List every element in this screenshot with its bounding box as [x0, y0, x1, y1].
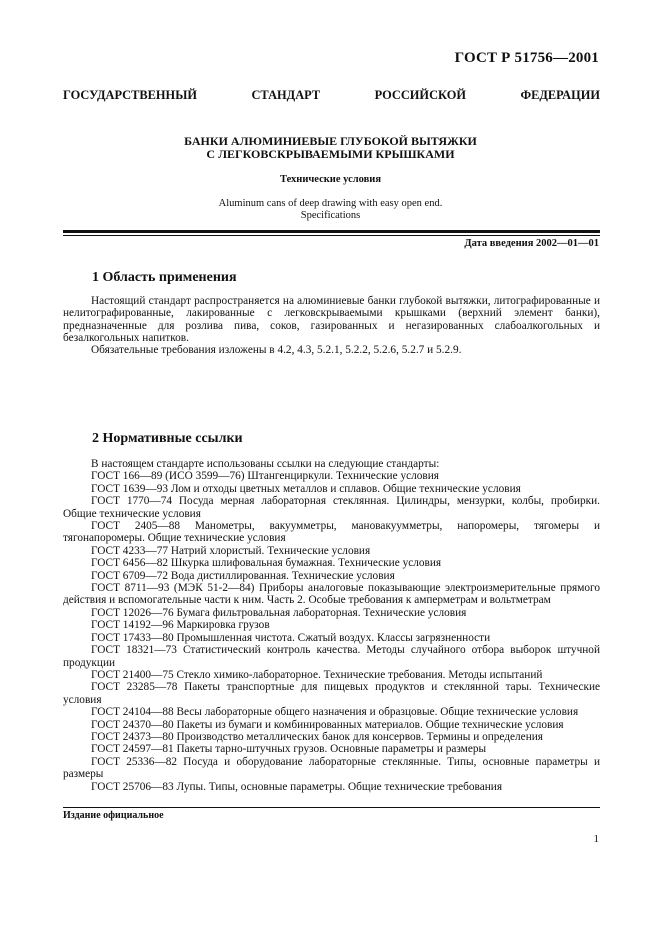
normative-references-list [63, 458, 600, 793]
page-number: 1 [593, 833, 599, 845]
scope-paragraph: Настоящий стандарт распространяется на алюминиевые банки глубокой вытяжки, литографированные и нелитографированные, лакированные с легковскрываемыми крышками (верхний элемент банки), предназначенные для розлива пива, соков, газированных и негазированных слабоалкогольных и безалкогольных напитков. [63, 295, 600, 344]
english-title-line-1: Aluminum cans of deep drawing with easy open end. [218, 198, 443, 209]
title-line-2: С ЛЕГКОВСКРЫВАЕМЫМИ КРЫШКАМИ [206, 147, 455, 161]
state-standard-title: ГОСУДАРСТВЕННЫЙ СТАНДАРТ РОССИЙСКОЙ ФЕДЕРАЦИИ [63, 88, 600, 102]
reference-item: ГОСТ 23285—78 Пакеты транспортные для пищевых продуктов и стеклянной тары. Технические условия [63, 681, 600, 706]
reference-item: ГОСТ 4233—77 Натрий хлористый. Технические условия [91, 544, 371, 557]
reference-item: ГОСТ 21400—75 Стекло химико-лабораторное. Технические требования. Методы испытаний [91, 668, 543, 681]
reference-item: ГОСТ 14192—96 Маркировка грузов [91, 619, 270, 632]
reference-item: ГОСТ 24370—80 Пакеты из бумаги и комбинированных материалов. Общие технические условия [91, 718, 564, 731]
section-2-heading: 2 Нормативные ссылки [92, 431, 243, 446]
official-edition-label: Издание официальное [63, 810, 164, 821]
section-1-heading: 1 Область применения [92, 270, 237, 285]
references-lead: В настоящем стандарте использованы ссылки на следующие стандарты: [91, 458, 440, 470]
document-code: ГОСТ Р 51756—2001 [454, 50, 599, 66]
reference-item: ГОСТ 6709—72 Вода дистиллированная. Технические условия [91, 569, 395, 582]
reference-item: ГОСТ 1770—74 Посуда мерная лабораторная стеклянная. Цилиндры, мензурки, колбы, пробирки. Общие технические условия [63, 495, 600, 520]
header-rule-thick [63, 230, 600, 233]
english-title [0, 198, 661, 222]
section-1-body [63, 295, 600, 356]
reference-item: ГОСТ 24373—80 Производство металлических банок для консервов. Термины и определения [91, 730, 543, 743]
reference-item: ГОСТ 12026—76 Бумага фильтровальная лабораторная. Технические условия [91, 606, 467, 619]
footer-rule [63, 807, 600, 808]
introduction-date: Дата введения 2002—01—01 [464, 238, 599, 249]
reference-item: ГОСТ 1639—93 Лом и отходы цветных металлов и сплавов. Общие технические условия [91, 482, 521, 495]
reference-item: ГОСТ 2405—88 Манометры, вакуумметры, мановакуумметры, напоромеры, тягомеры и тягонапоромеры. Общие технические условия [63, 520, 600, 545]
reference-item: ГОСТ 18321—73 Статистический контроль качества. Методы случайного отбора выборок штучной продукции [63, 644, 600, 669]
header-rule-thin [63, 235, 600, 236]
reference-item: ГОСТ 24597—81 Пакеты тарно-штучных грузов. Основные параметры и размеры [91, 743, 487, 756]
reference-item: ГОСТ 17433—80 Промышленная чистота. Сжатый воздух. Классы загрязненности [91, 631, 491, 644]
reference-item: ГОСТ 25336—82 Посуда и оборудование лабораторные стеклянные. Типы, основные параметры и размеры [63, 755, 600, 781]
reference-item: ГОСТ 8711—93 (МЭК 51-2—84) Приборы аналоговые показывающие электроизмерительные прямого действия и вспомогательные части к ним. Часть 2. Особые требования к амперметрам и вольтметрам [63, 582, 600, 607]
reference-item: ГОСТ 166—89 (ИСО 3599—76) Штангенциркули. Технические условия [91, 470, 439, 483]
reference-item: ГОСТ 24104—88 Весы лабораторные общего назначения и образцовые. Общие технические условия [91, 706, 579, 719]
document-title [0, 135, 661, 161]
english-title-line-2: Specifications [300, 210, 361, 221]
reference-item: ГОСТ 6456—82 Шкурка шлифовальная бумажная. Технические условия [91, 557, 442, 570]
document-subtitle: Технические условия [279, 174, 382, 185]
title-line-1: БАНКИ АЛЮМИНИЕВЫЕ ГЛУБОКОЙ ВЫТЯЖКИ [184, 134, 477, 148]
reference-item: ГОСТ 25706—83 Лупы. Типы, основные параметры. Общие технические требования [91, 780, 503, 793]
mandatory-requirements-paragraph: Обязательные требования изложены в 4.2, 4.3, 5.2.1, 5.2.2, 5.2.6, 5.2.7 и 5.2.9. [91, 344, 462, 357]
